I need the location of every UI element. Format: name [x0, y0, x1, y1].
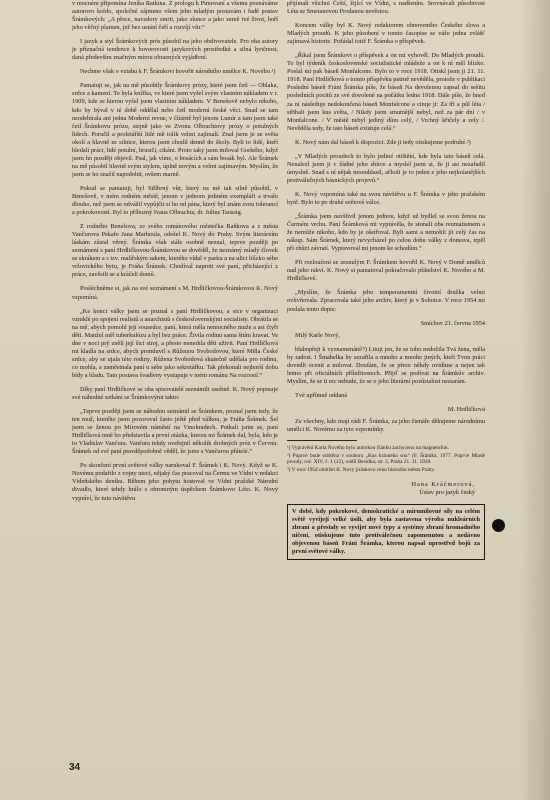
- paragraph: Po skončení první světové války narukoval F. Šrámek i K. Nový. Když se K. Novému podařilo z vojny uteci, nějaký čas pracoval na Čermu ve Vídni v redakci Vídeňského deníku. Během jeho pobytu hostoval ve Vídni pražské Národní divadlo, které tehdy hrálo s ohromným úspěchem Šrámkovo Léto. K. Nový vypráví, že tuto návštěvu: [72, 462, 278, 502]
- letter-date: Smíchov 21. června 1954: [420, 319, 485, 327]
- page-number: 34: [69, 762, 81, 773]
- paragraph: Při rozloučení se zesnulým F. Šrámkem hovořil K. Nový v Domě umělců nad jeho rakví. K. Nový si pamatoval pokračovalo přátelství K. Nového a M. Hrdličkové.: [287, 259, 485, 283]
- author-affiliation: Ústav pro jazyk český: [419, 489, 475, 497]
- footnote: ¹) Vyprávění Karla Nového bylo autorkou článku zachyceno na magnetofon.: [287, 445, 449, 452]
- paragraph: „V Mladých proudech to bylo jediné otištění, kde byla tato báseň celá. Nenalezl jsem ji v žádné jeho sbírce a myslel jsem si, že ji asi nezařadil úmyslně. Snad s ní nějak nesouhlasil, ačkoli je to jeden z jeho nejkrásnějších protiválečných básnických projevů.“: [287, 152, 485, 184]
- paragraph: „Říkal jsem Šrámkovi o příspěvek a on mi vyhověl. Do Mladých proudů. To byl týdeník československé socialistické mládeže a on k ní měl blízko. Poslal mi pak báseň Monfalcone. Bylo to v roce 1918. Otiskl jsem ji 21. 11. 1918. Paní Hrdličková o tomto příspěvku patrně nevěděla, protože v publikaci Poslední báseň Fráni Šrámka píše, že báseň Na devolenou zapsal do sešitu posledních pocitů ze své dovolené na počátku ledna 1918. Dále píše, že hned za ní následuje nedokončená báseň Monfalcone a cituje ji: Za tři a půl léta / střihali jsem kus světa, / Nikdy jsem smutnější nebyl, než za pár dní / v Monfalcone. / V městě nebyl jediný dům celý, / Vrchný křičely a zely /. Nevěděla tedy, že tato báseň existuje celá.“: [287, 52, 485, 132]
- right-column: [287, 0, 485, 560]
- paragraph: Pokud se pamatuji, byl Stříbrný vítr, který na mě tak silně působil, v Benešově, v mém rodném městě, jenom v jednom jediném exempláři a trvalo dlouho, než jsem se odvážil vypůjčit si ho od pána, který byl znám svou tolerancí a pokrokovostí. Byl to příbuzný Ivana Olbrachta, dr. Julius Taussig.: [72, 184, 278, 217]
- paragraph: „Teprve později jsem se náhodou seznámil se Šrámkem, poznal jsem tedy, že ten muž, kterého jsem pozoroval často ještě před válkou, je Fráňa Šrámek. Šel jsem se ženou po Mírovém náměstí na Vinohradech. Potkali jsme se, paní Hrdličková mně bo představila a první otázka, kterou mi Šrámek dal, byla, kdo je to Vladislav Vančura. Vančura tehdy uveřejnil několik drobných próz v Červnu. Šrámek od své paní pravděpodobně věděl, že jsme s Vančurou přátelé.“: [72, 408, 278, 456]
- footnote: ²) Poprvé bude otištěna v souboru „Kus krásného snu“ (F. Šrámka, 1977. Poprvé Mladé proudy, roč. XIV, č. 1 (12), oddíl Besídka, str. 2, Praha 21. 11. 1918.: [287, 452, 485, 466]
- page-edge-shadow: [520, 0, 550, 800]
- letter-greeting: Milý Karle Nový,: [295, 331, 340, 339]
- paragraph: K. Nový nám dal báseň k dispozici. Zde ji tedy otiskujeme podruhé.²): [295, 138, 471, 146]
- punch-hole: [492, 519, 505, 532]
- letter-signature: M. Hrdličková: [447, 405, 485, 413]
- paragraph: Pamatuji se, jak na mě působily Šrámkovy prózy, které jsem četl — Oblaka, srdce a kamení. To byla knížka, ve které jsem vyšel svým vlastním nákladem v r. 1909, kde se kterou vyšel jsem vlastním nákladem. V Benešově nebylo nikoho, kdo by býval v té době oddělal nebo četl moderní české věci. Snad se tam neodebírala ani jedna Moderní revue, v čítárně byl jenom Lumír a tam jsem také četl Šrámkovu prózu, stejně jako ve Zvonu Olbrachtovy prózy o potulných lidech. Poručil a proletářští lidé mě tolik velmi zajímali. Znal jsem je ze světa okolí a hlavně ze silnice, kterou jsem chodil denně do školy. Byli to lidé, kteří hledali práci, lidé potulní, brusiči, cikáni. Proto taky jsem miloval Gorkého, když jsem ho později objevil. Psal, jak víme, o bosácích a sám bosák byl. Ale Šrámek na mě působil hlavně svým stylem, úplně novým a velmi zajímavým. Myslím, že jsem se ho snažil napodobit, ovšem marně.: [72, 82, 278, 178]
- paragraph: Nechme však o vztahu k F. Šrámkovi hovořit národního umělce K. Nového.¹): [80, 68, 276, 76]
- paragraph: Z rodného Benešova, ze svého románového městečka Raňkova a z města Vančurova Pekaře Jana Marhoula, odešel K. Nový do Prahy. Svým literárním láskám zůstal věrný. Šrámka však stále osobně neznal, teprve později po seznámení s paní Hrdličkovou-Šrámkovou se dověděl, že neznámý mladý človek se skrákem a s tzv. malířským sakem, kterého vídal v parku a na ulici blízko sého vršovického bytu, je Fráňa Šrámek. Chodíval naproti své paní, přicházející z práce, zavěsili se a kráčeli domů.: [72, 223, 278, 279]
- paragraph: Díky paní Hrdličkové se oba spisovatelé seznámili osobně. K. Nový popisuje své náhodné setkání se Šrámkovými takto:: [72, 385, 278, 402]
- author-name: Hana Kráčmerová,: [411, 481, 475, 489]
- paragraph: K. Nový vzpomíná také na svou návštěvu u F. Šrámka v jeho pražském bytě. Bylo to po druhé světové válce.: [287, 190, 485, 206]
- paragraph: Posléchněme si, jak na své seznámení s M. Hrdličkovou-Šrámkovou K. Nový vzpomíná.: [72, 285, 278, 301]
- letter-body: blahopřeji k vyznamenání!³) Lituji jen, že se toho nedožila Tvá žena, měla by radost. I Šmahelka by sezařila a mnoho a mnoho jiných, kteří Tvou práci dovedli ocenit a milovat. Doufám, že se přece někdy uvidíme a nejen tak letmo při oficiálních příležitostech. Přijď se podívat na Šrámkův archiv. Myslím, že se ti nic nebude, že se o jeho literární pozůstalost nestarám.: [287, 345, 485, 385]
- paragraph: v mocném připomína Jeníka Ratkina. Z prologu k Pimovaní a všemu poznáváme autorovo krédo, společné zájmeno všem jeho mladým postavám i řadě postav Šrámkových: „A přece, navzdory smrti, jako slunce a jako země tvé život, hoří jeho věčný plamen, jež bez ustání čeří a rozvíjí vítr.“: [72, 0, 278, 32]
- left-column: [72, 0, 278, 509]
- paragraph: „Ke konci války jsem se poznal s paní Hrdličkovou, a sice v organizaci vzniklé po spojení realistů a anarchistů s československými socialisty. Obrátila se na mě, abych pomohl její sousedce, paní, která měla nemocného muže a asi čtyři děti. Manžel měl tuberkulózu a byl bez práce. Živila rodinu sama šitím kravat. Ve dne v noci prý znělí její šicí stroj, a přesto nemohla děti uživit. Paní Hrdličková mi kladla na srdce, abych promluvil s Růženou Svobodovou, které Milla České srdce, aby se ujala této rodiny. Růžena Svobodová skutečně udělala pro rodinu, co mohla, a zaměstnala paní u sebe jako sekretářku. Tak překonali nejhorší dobu bídy a hladu. Tato postava švadleny vystupuje v mém románu Na rozcestí.“: [72, 307, 278, 379]
- paragraph: Koncem války byl K. Nový redaktorem obnoveného Českého slova a Mladých proudů. K jeho působení v tomto časopise se váže jedna zvlášť zajímavá historie. Požádal totiž F. Šrámka o příspěvek.: [287, 22, 485, 46]
- closing-paragraph: Ze všechny, kdo mají rádi F. Šrámka, za jeho čtenáře děkujeme národnímu umělci K. Novému za tyto vzpomínky.: [287, 417, 485, 434]
- boxed-note: V době, kdy pokrokové, demokratické a mírumilovné síly na celém světě vyvíjejí velké úsilí, aby byla zastavena výroba nukleárních zbraní a přestaly se vyvíjet nové typy a systémy zbraní hromadného ničení, otiskujeme tuto protiválečnou zapomenutou a nedávno objevenou báseň Fráni Šrámka, kterou napsal uprostřed bojů za první světové války.: [287, 504, 485, 560]
- footnote: ³) V roce 1954 obdržel K. Nový jiráskovu cenu hlavního města Prahy.: [287, 466, 436, 473]
- footnote-divider: [287, 440, 357, 441]
- paragraph: „Šrámka jsem navštívil jenom jednou, když už bydlel se svou ženou na Čermém vrchu. Paní Šrámková mi vyprávěla, že stonali oba reumatismem a že nemůže nikoho, kdo by je ošetřoval. Byli sami a nemohli jít celý čas na nákup. Sám Šrámek, který nevycházel po celou dobu války z domova, trpěl při chůzi závratí. Vypravoval mi jenom ke schodům.“: [287, 213, 485, 253]
- paragraph: I jazyk a styl Šrámkových prós působil na jeho obdivovatele. Pro oba autory je příznačná tendence k hovorovosti jazykových prostředků a silná lyričnost, daná především značným mírou obrazných vyjádření.: [72, 38, 278, 62]
- paragraph: přijímali všichni Čeští, žijící ve Vídni, s nadšením. Srovnávali působivost Léta se Smetanovou Prodanou nevěstou.: [287, 0, 485, 16]
- letter-closing: Tvé upřímně oddaná: [295, 391, 348, 399]
- paragraph: „Myslím, že Šrámka jeho temperamentní životní družka velmi ovlivňovala. Zpracovala také jeho archiv, který je v Sobotce. V roce 1954 mi poslala tento dopis:: [287, 289, 485, 313]
